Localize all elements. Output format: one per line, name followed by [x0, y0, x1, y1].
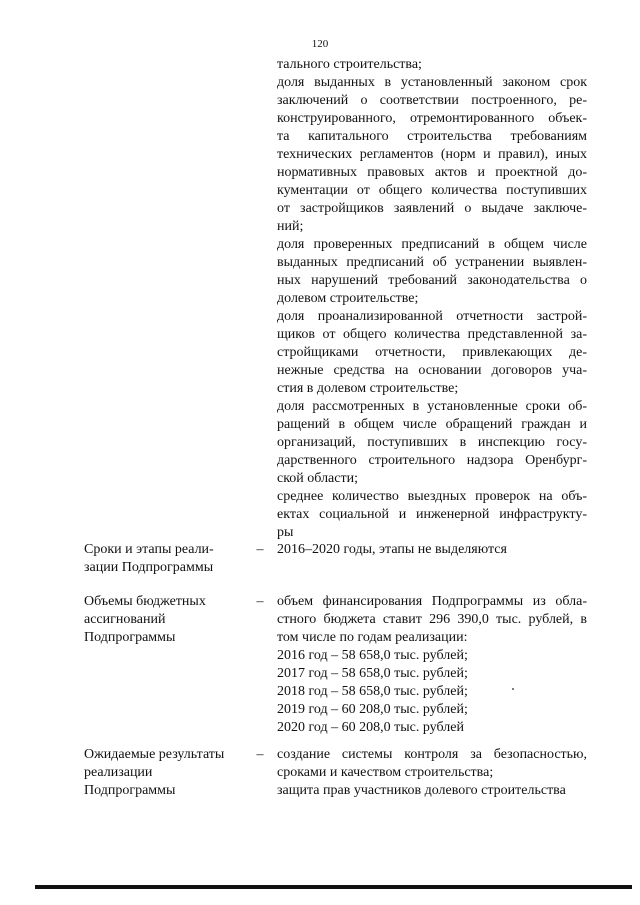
text-line: щиков от общего количества представленной за- — [277, 327, 587, 342]
text-line: доля проверенных предписаний в общем числе — [277, 237, 587, 252]
row-label-line: реализации — [84, 765, 153, 780]
row-dash: – — [256, 594, 264, 609]
row-content — [277, 541, 587, 559]
row-label — [84, 746, 259, 800]
row-label-line: ассигнований — [84, 612, 166, 627]
row-label — [84, 541, 259, 577]
text-line: 2016–2020 годы, этапы не выделяются — [277, 542, 507, 557]
row-content — [277, 593, 587, 737]
text-line: ний; — [277, 219, 304, 234]
text-line: среднее количество выездных проверок на объ- — [277, 489, 587, 504]
text-line: 2019 год – 60 208,0 тыс. рублей; — [277, 702, 468, 717]
text-line: стного бюджета ставит 296 390,0 тыс. рублей, в — [277, 612, 587, 627]
text-line: та капитального строительства требованиям — [277, 129, 587, 144]
text-line: защита прав участников долевого строительства — [277, 783, 566, 798]
row-dash: – — [256, 542, 264, 557]
text-line: том числе по годам реализации: — [277, 630, 468, 645]
row-label-line: Сроки и этапы реали- — [84, 542, 214, 557]
text-line: кументации от общего количества поступивших — [277, 183, 587, 198]
text-line: конструированного, отремонтированного объек- — [277, 111, 587, 126]
row-label-line: Подпрограммы — [84, 630, 176, 645]
text-line: ращений в общем числе обращений граждан и — [277, 417, 587, 432]
text-line: стия в долевом строительстве; — [277, 381, 459, 396]
text-line: доля проанализированной отчетности застрой- — [277, 309, 587, 324]
text-line: 2018 год – 58 658,0 тыс. рублей; — [277, 684, 468, 699]
row-dash: – — [256, 747, 264, 762]
indicators-continued-text — [277, 56, 587, 542]
row-label-line: Подпрограммы — [84, 783, 176, 798]
text-line: стройщиками отчетности, привлекающих де- — [277, 345, 587, 360]
text-line: организаций, поступивших в инспекцию госу- — [277, 435, 587, 450]
row-label-line: Ожидаемые результаты — [84, 747, 225, 762]
text-line: объем финансирования Подпрограммы из обла- — [277, 594, 587, 609]
bottom-rule — [35, 885, 632, 889]
text-line: долевом строительстве; — [277, 291, 419, 306]
text-line: нормативных правовых актов и проектной до- — [277, 165, 587, 180]
page-number: 120 — [311, 38, 329, 50]
text-line: 2017 год – 58 658,0 тыс. рублей; — [277, 666, 468, 681]
text-line: доля рассмотренных в установленные сроки об- — [277, 399, 587, 414]
scan-speck — [512, 688, 514, 690]
text-line: ных нарушений требований законодательства о — [277, 273, 587, 288]
row-label-line: зации Подпрограммы — [84, 560, 214, 575]
text-line: ры — [277, 525, 294, 540]
text-line: технических регламентов (норм и правил), иных — [277, 147, 587, 162]
text-line: дарственного строительного надзора Оренбург- — [277, 453, 587, 468]
text-line: доля выданных в установленный законом срок — [277, 75, 587, 90]
text-line: ектах социальной и инженерной инфраструкту- — [277, 507, 587, 522]
text-line: нежные средства на основании договоров уча- — [277, 363, 587, 378]
row-label — [84, 593, 259, 647]
text-line: тального строительства; — [277, 57, 422, 72]
text-line: 2016 год – 58 658,0 тыс. рублей; — [277, 648, 468, 663]
text-line: сроками и качеством строительства; — [277, 765, 494, 780]
text-line: ской области; — [277, 471, 358, 486]
text-line: 2020 год – 60 208,0 тыс. рублей — [277, 720, 464, 735]
text-line: выданных предписаний об устранении выявлен- — [277, 255, 587, 270]
row-label-line: Объемы бюджетных — [84, 594, 206, 609]
text-line: создание системы контроля за безопасностью, — [277, 747, 587, 762]
text-line: заключений о соответствии построенного, ре- — [277, 93, 587, 108]
row-content — [277, 746, 587, 800]
text-line: от застройщиков заявлений о выдаче заключе- — [277, 201, 587, 216]
